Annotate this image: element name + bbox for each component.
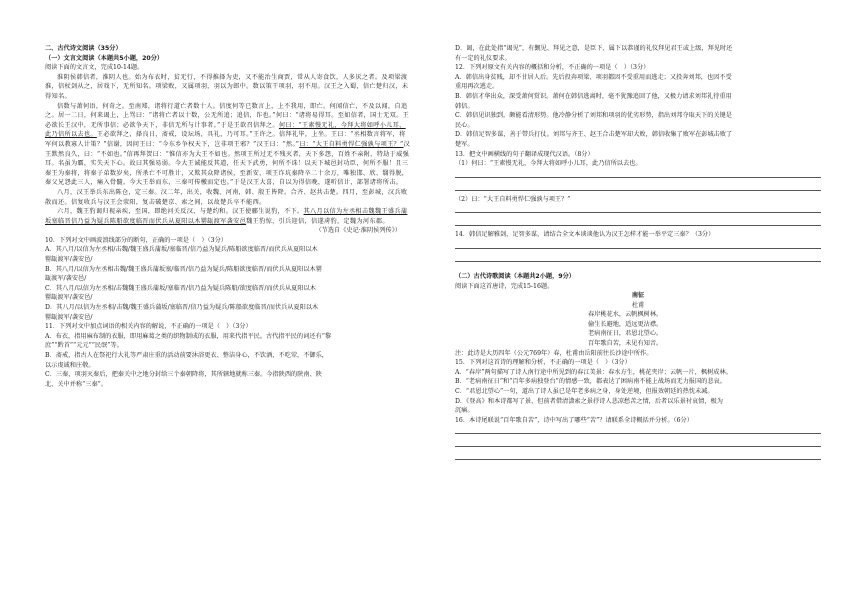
q11-option-a-cont: 庶”“黔首”“元元”“民氓”等。 [45, 342, 123, 350]
answer-line[interactable] [455, 169, 821, 178]
q12-option-d: D．韩信足智多谋，善于带兵打仗。刘邦与齐王、赵王合击楚军却大败，韩信收集了败军在彭城击败了 [455, 131, 733, 139]
q10-option-b-cont: 缻渡军/袭安邑/ [45, 275, 87, 283]
q15-option-d: D．《登高》和本诗都写了景，但前者借清潇索之景抒诗人悲凉愁苦之情，后者以乐景衬哀情，极为 [455, 397, 723, 405]
q11-option-b-cont: 以示虔诚和庄敬。 [45, 361, 95, 369]
reading-intro: 阅读下面的文言文，完成10-14题。 [45, 64, 144, 72]
passage-source: （节选自《史记·淮阴侯列传》） [315, 227, 401, 235]
question-13-stem: 13．把文中画横线的句子翻译成现代汉语。（8分） [455, 150, 594, 158]
q12-option-b: B．韩信才华出众，深受萧何赏识。萧何在韩信逃离时，毫不犹豫追回了他，又极力请求刘邦礼待重用 [455, 92, 732, 100]
q15-option-a: A．“春岸”两句描写了诗人南行途中所见到的春江美景：春水方生，桃花夹岸；云帆一片，枫树成林。 [455, 368, 732, 376]
answer-line[interactable] [455, 182, 821, 191]
passage-paragraph-1: 淮阴侯韩信者，淮阴人也。始为布衣时，贫无行，不得推择为吏，又不能治生商贾，常从人寄食饮，人多厌之者。及项梁渡淮，信杖剑从之，居戏下，无所知名。项梁败，又属项羽，羽以为郎中。数以策干项羽，羽不用。汉王之入蜀，信亡楚归汉，未得知名。 [45, 73, 409, 100]
q15-option-d-cont: 沉痛。 [455, 407, 474, 415]
poem-line: 老病南征日，君恩北望心。 [588, 330, 663, 338]
q12-option-b-cont: 韩信。 [455, 102, 474, 110]
q12-option-c-cont: 民心。 [455, 121, 474, 129]
passage-paragraph-4 [45, 207, 411, 226]
q11-option-c-cont: 北、关中并称“三秦”。 [45, 380, 108, 388]
poem-note: 注：此诗是大历四年（公元769年）春，杜甫由岳阳前往长沙途中所作。 [455, 349, 653, 357]
q10-option-a-cont: 罂缻渡军/袭安邑/ [45, 256, 93, 264]
right-column [455, 44, 821, 464]
poem-author: 杜甫 [631, 301, 645, 309]
q12-option-a-cont: 重用再次逃走。 [455, 83, 499, 91]
answer-line[interactable] [455, 438, 821, 447]
poem-body [588, 310, 688, 348]
q15-option-b: B．“老病南征日”和“百年多病独登台”的情感一致，都表达了困病南不能上战场而无力报国的悲哀。 [455, 378, 726, 386]
passage-text: 六月，魏王豹谒归视亲疾，至国，即绝河关反汉，与楚约和。汉王使郦生说豹，不下。 [57, 208, 304, 216]
poem-title: 南征 [631, 292, 645, 300]
q12-option-c: C．韩信见识独到，颇能看清形势。他冷静分析了刘邦和项羽的优劣形势，指出刘邦夺取天下的关键是 [455, 112, 732, 120]
wavy-underlined-sentence: 其八月以信为左丞相击魏魏王盛兵蒲坂塞临晋信乃益为疑兵陈船欲度临晋而伏兵从夏阳以木罂缻渡军袭安邑 [45, 208, 408, 225]
poem-line: 春岸桃花水，云帆枫树林。 [588, 311, 663, 319]
q11-option-d-cont: 有一定的礼仪要求。 [455, 54, 511, 62]
passage-text: 信数与萧何语，何奇之。至南郑，诸将行道亡者数十人。信度何等已数言上，上不我用，即亡。何闻信亡，不及以闻，自追之。居一二日，何来谒上，上骂曰：“诸将亡者以十数，公无所追；追信，诈也。”何曰：“诸将易得耳。至如信者，国士无双。王必欲长王汉中，无所事信；必欲争天下，非信无所与计事者。”于是王欲召信拜之。 [45, 102, 410, 129]
question-16-stem: 16．本诗尾联说“百年歌自苦”，诗中写出了哪些“苦”？请联系全诗概括并分析。（6分） [455, 416, 693, 424]
q10-option-d-cont: 罂缻渡军/袭安邑/ [45, 313, 93, 321]
q11-option-b: B．斋戒，指古人在祭祀行大礼等严肃庄重的活动前要沐浴更衣、整洁身心，不饮酒，不吃荤，不御乐， [45, 352, 328, 359]
question-14-stem: 14．韩信足解雅剑，足智多谋，请结合全文本谈谈他认为汉王怎样才能一举平定三秦？（3分） [455, 231, 715, 239]
question-12-stem: 12．下列对原文有关内容的概括和分析，不正确的一项是（ ）（3分） [455, 64, 650, 72]
q10-option-c-cont: 罂缻渡军/袭安邑/ [45, 294, 93, 302]
answer-line[interactable] [455, 240, 821, 249]
answer-line[interactable] [455, 204, 821, 213]
q10-option-c: C．其八月/以信为左丞相/击魏魏王盛兵蒲坂/塞临晋/信乃益为疑兵陈船/欲度临晋/而伏兵从夏阳以木 [45, 284, 316, 292]
poem-line: 百年歌自苦，未见有知音。 [588, 340, 663, 348]
poetry-intro: 阅读下面这首唐诗，完成15-16题。 [455, 282, 554, 290]
answer-line[interactable] [455, 451, 821, 460]
subsection-title: （一）文言文阅读（本题共5小题，20分） [45, 54, 164, 62]
passage-text: 王必欲拜之，择良日，斋戒，设坛场，具礼，乃可耳。”王许之。信拜礼毕，上坐。王曰：“丞相数言将军，将军何以教寡人计策？”信谢，因问王曰：“今东乡争权天下，岂非项王邪？”汉王曰：“然。” [45, 131, 406, 148]
q13-item-1: （1）何曰：“王素慢无礼，今拜大将如呼小儿耳，此乃信所以去也。 [455, 160, 642, 168]
q13-item-2: （2）曰：“大王自料勇悍仁强孰与项王？” [455, 195, 571, 203]
section-title: 二、古代诗文阅读（35分） [45, 45, 122, 52]
q10-option-d: D．其八月/以信为左丞相/击魏/魏王盛兵蒲坂/塞临晋/信乃益为疑兵/陈船欲度临晋/而伏兵从夏阳以木 [45, 304, 319, 312]
question-11-stem: 11．下列对文中加点词语的相关内容的解说，不正确的一项是（ ）（3分） [45, 323, 252, 331]
underlined-sentence-1: 何曰：“王素慢无礼，今拜大将如呼小儿耳，此乃信所以去也。 [45, 121, 406, 139]
answer-line[interactable] [455, 217, 821, 226]
answer-line[interactable] [455, 253, 821, 262]
q11-option-c: C．三秦，项羽灭秦后，把秦关中之地分封给三个秦朝降将，其所辖地就称三秦。今指陕西的陕南、陕 [45, 371, 322, 379]
q11-option-a: A．布衣，指用麻布制的衣服，即用麻葛之类的织物制成的衣服，用来代指平民。古代指平民的词还有“黎 [45, 332, 332, 340]
poetry-section-title: （二）古代诗歌阅读（本题共2小题，9分） [455, 272, 575, 280]
passage-text: 魏王豹惊，引兵迎信，信遂虏豹，定魏为河东郡。 [246, 217, 389, 225]
question-15-stem: 15．下列对这首诗的理解和分析，不正确的一项是（ ）（3分） [455, 359, 631, 367]
q10-option-b: B．其八月/以信为左丞相击魏/魏王盛兵蒲坂塞/临晋/信乃益为疑兵/陈船欲度临晋/而伏兵从夏阳以木罂 [45, 265, 322, 273]
passage-text: 汉王默然良久，曰：“不如也。”信再拜贺曰：“惟信亦为大王不如也。然项王所过无不残灭者，天下多怨，百姓不亲附，特劫于威强耳。名虽为霸，实失天下心。故曰其强易弱。今大王诚能反其道，任天下武勇，何所不诛！以天下城邑封功臣，何所不服！且三秦王为秦将，将秦子弟数岁矣，所杀亡不可胜计，又欺其众降诸侯，至新安，项王诈坑秦降卒二十余万，唯独邯、欣、翳得脱，秦父兄怨此三人，痛入骨髓。今大王举而东，三秦可传檄而定也。”于是汉王大喜，自以为得信晚，遂听信计，部署诸将所击。 [45, 140, 411, 187]
q15-option-c: C．“君恩北望心”一句，道出了诗人虽已是年老多病之身，身处逆境，但报效朝廷的热忱未减。 [455, 388, 714, 396]
poem-line: 偷生长避地，适远更沾襟。 [588, 320, 663, 328]
answer-line[interactable] [455, 425, 821, 434]
passage-paragraph-3: 八月，汉王举兵东出陈仓，定三秦。汉二年，出关，收魏、河南，韩、殷王皆降。合齐、赵共击楚。四月，至彭城，汉兵败散而还。信复收兵与汉王会荥阳，复击破楚京、索之间，以故楚兵卒不能西。 [45, 188, 408, 206]
passage-paragraph-2 [45, 102, 411, 188]
question-10-stem: 10．下列对文中画波浪线部分的断句，正确的一项是（ ）（3分） [45, 236, 227, 244]
q12-option-a: A．韩信出身贫贱，却不甘居人后。先后投奔项梁、项羽都因不受重用而逃走；又投奔刘邦，也因不受 [455, 73, 732, 81]
q11-option-d: D．谒，在此处指“谒见”，有觐见、拜见之意，是臣下、属下以恭谨的礼仪拜见君王或上级，拜见时还 [455, 45, 733, 52]
underlined-sentence-2: 曰：“大王自料勇悍仁强孰与项王？” [299, 140, 404, 148]
q12-option-d-cont: 楚军。 [455, 140, 474, 148]
left-column [45, 44, 411, 389]
q10-option-a: A．其八月/以信为左丞相/击魏/魏王盛兵蒲坂/塞临晋/信乃益为疑兵/陈船欲度临晋/而伏兵从夏阳以木 [45, 246, 318, 254]
